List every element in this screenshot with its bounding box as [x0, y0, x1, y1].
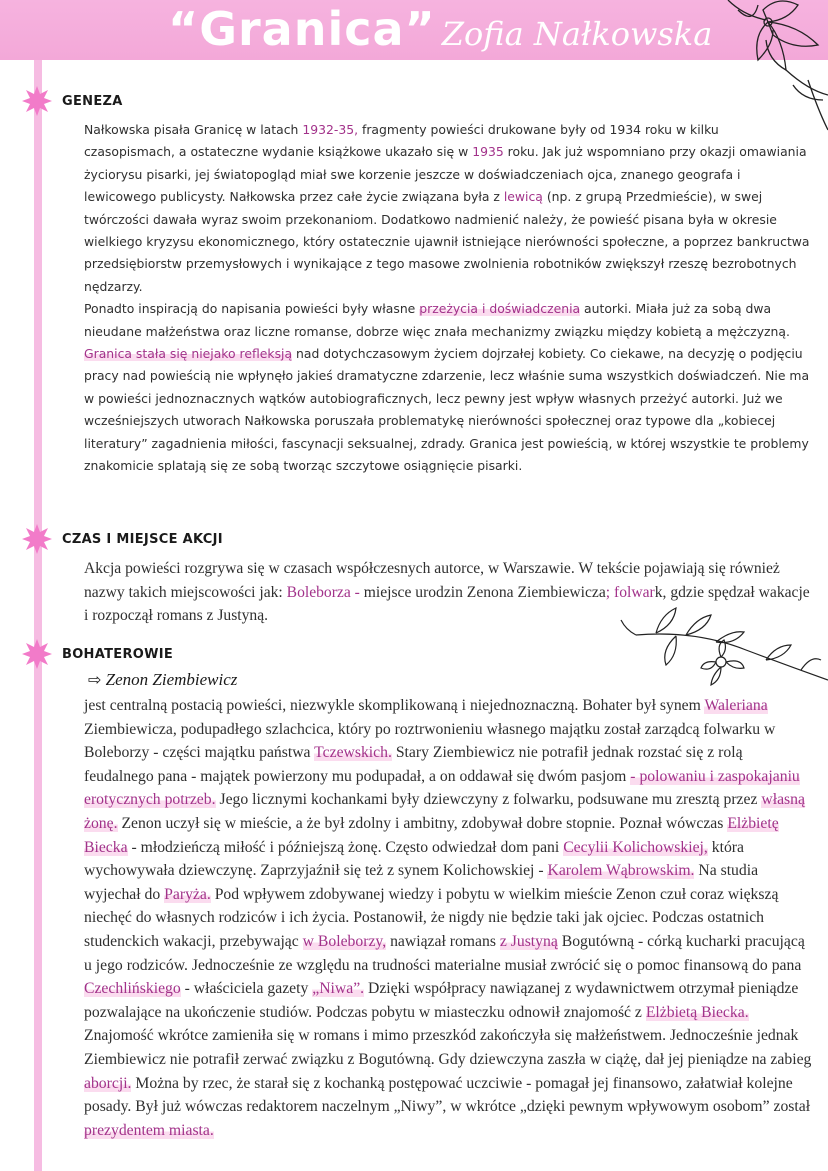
title-author: Zofia Nałkowska: [441, 15, 713, 53]
bohaterowie-paragraph: jest centralną postacią powieści, niezwykle skomplikowaną i niejednoznaczną. Bohater był synem Waleriana Ziembiewicza, podupadłego szlachcica, który po roztrwonieniu własnego majątku został zarządcą folwarku w Boleborzy - części majątku państwa Tczewskich. Stary Ziembiewicz nie potrafił jednak rozstać się z rolą feudalnego pana - majątek powierzony mu podupadał, a on oddawał się dwóm pasjom - polowaniu i zaspokajaniu erotycznych potrzeb. Jego licznymi kochankami były dziewczyny z folwarku, podsuwane mu zresztą przez własną żonę. Zenon uczył się w mieście, a że był zdolny i ambitny, zdobywał dobre stopnie. Poznał wówczas Elżbietę Biecka - młodzieńczą miłość i późniejszą żonę. Często odwiedzał dom pani Cecylii Kolichowskiej, która wychowywała dziewczynę. Zaprzyjaźnił się też z synem Kolichowskiej - Karolem Wąbrowskim. Na studia wyjechał do Paryża. Pod wpływem zdobywanej wiedzy i pobytu w wielkim mieście Zenon czuł coraz większą niechęć do własnych rodziców i ich życia. Postanowił, że nigdy nie będzie taki jak ojciec. Podczas ostatnich studenckich wakacji, przebywając w Boleborzy, nawiązał romans z Justyną Bogutówną - córką kucharki pracującą u jego rodziców. Jednocześnie ze względu na trudności materialne musiał zwrócić się o pomoc finansową do pana Czechlińskiego - właściciela gazety „Niwa”. Dzięki współpracy nawiązanej z wydawnictwem otrzymał pieniądze pozwalające na ukończenie studiów. Podczas pobytu w miasteczku odnowił znajomość z Elżbietą Biecka. Znajomość wkrótce zamieniła się w romans i mimo przeszkód zakończyła się małżeństwem. Jednocześnie jednak Ziembiewicz nie potrafił zerwać związku z Bogutówną. Gdy dziewczyna zaszła w ciążę, dał jej pieniądze na zabieg aborcji. Można by rzec, że starał się z kochanką postępować uczciwie - pomagał jej finansowo, załatwiał kolejne posady. Był już wówczas redaktorem naczelnym „Niwy”, w wkrótce „dzięki pewnym wpływowym osobom” został prezydentem miasta.: [84, 697, 812, 1139]
arrow-right-icon: ⇨: [88, 670, 102, 689]
flower-branch-icon: [616, 590, 828, 690]
geneza-body: [84, 119, 812, 478]
burst-bullet-icon: [22, 639, 52, 669]
section-heading-czas: CZAS I MIEJSCE AKCJI: [62, 532, 223, 547]
side-decoration-line: [34, 60, 42, 1171]
page-title: [168, 2, 712, 56]
section-heading-bohaterowie: BOHATEROWIE: [62, 647, 174, 662]
character-name: ⇨ Zenon Ziembiewicz: [88, 670, 238, 689]
bohaterowie-body: [84, 694, 814, 1142]
burst-bullet-icon: [22, 86, 52, 116]
burst-bullet-icon: [22, 524, 52, 554]
section-heading-geneza: GENEZA: [62, 94, 123, 109]
geneza-paragraph-2: Ponadto inspiracją do napisania powieści były własne przeżycia i doświadczenia autorki. Miała już za sobą dwa nieudane małżeństwa oraz liczne romanse, dobrze więc znała mechanizmy związku między kobietą a mężczyzną. Granica stała się niejako refleksją nad dotychczasowym życiem dojrzałej kobiety. Co ciekawe, na decyzję o podjęciu pracy nad powieścią nie wpłynęło jakieś dramatyczne zdarzenie, lecz właśnie suma wszystkich doświadczeń. Nie ma w powieści jednoznacznych wątków autobiograficznych, lecz pewny jest wpływ własnych przeżyć autorki. Już we wcześniejszych utworach Nałkowska poruszała problematykę nierówności społecznej oraz typowe dla „kobiecej literatury” zagadnienia miłości, fascynacji seksualnej, zdrady. Granica jest powieścią, w której wszystkie te problemy znakomicie splatają się ze sobą tworząc szczytowe osiągnięcie pisarki.: [84, 301, 810, 474]
title-main: “Granica”: [168, 2, 436, 56]
czas-paragraph: Akcja powieści rozgrywa się w czasach współczesnych autorce, w Warszawie. W tekście pojawiają się również nazwy takich miejscowości jak: Boleborza - miejsce urodzin Zenona Ziembiewicza; folwark, gdzie spędzał wakacje i rozpoczął romans z Justyną.: [84, 560, 810, 624]
geneza-paragraph-1: Nałkowska pisała Granicę w latach 1932-35, fragmenty powieści drukowane były od 1934 roku w kilku czasopismach, a ostateczne wydanie książkowe ukazało się w 1935 roku. Jak już wspomniano przy okazji omawiania życiorysu pisarki, jej światopogląd miał swe korzenie jeszcze w doświadczeniach ojca, znanego geografa i lewicowego publicysty. Nałkowska przez całe życie związana była z lewicą (np. z grupą Przedmieście), w swej twórczości dawała wyraz swoim przekonaniom. Dodatkowo nadmienić należy, że powieść pisana była w okresie wielkiego kryzysu ekonomicznego, który ostatecznie ujawnił istniejące nierówności społeczne, a poprzez bankructwa przedsiębiorstw przemysłowych i wynikające z tego masowe zwolnienia robotników zwiększył rzeszę bezrobotnych nędzarzy.: [84, 122, 810, 294]
